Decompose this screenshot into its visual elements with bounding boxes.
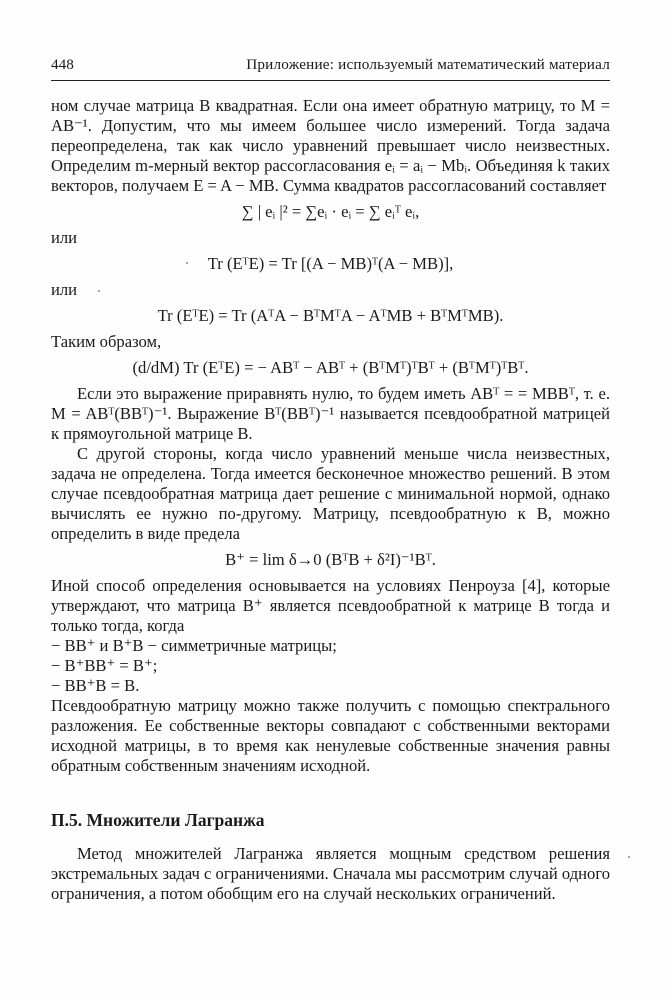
paragraph-6: Метод множителей Лагранжа является мощным средством решения экстремальных задач с ограничениями. Сначала мы рассмотрим случай одного ограничения, а потом обобщим его на случай нескольких ограничений. xyxy=(51,844,611,903)
paragraph-1: ном случае матрица B квадратная. Если она имеет обратную матрицу, то M = AB⁻¹. Допустим, что мы имеем большее число измерений. Тогда задача переопределена, так как число уравнений превышает число неизвестных. Определим m-мерный вектор рассогласования eᵢ = aᵢ − Mbᵢ. Объединяя k таких векторов, получаем E = A − MB. Сумма квадратов рассогласований составляет xyxy=(51,96,610,195)
equation-pseudoinverse-limit: B⁺ = lim δ→0 (BᵀB + δ²I)⁻¹Bᵀ. xyxy=(225,550,436,569)
list-item: − BB⁺ и B⁺B − симметричные матрицы; xyxy=(51,636,337,655)
header-rule xyxy=(51,80,610,81)
paragraph-5: Псевдообратную матрицу можно также получить с помощью спектрального разложения. Ее собственные векторы совпадают с собственными векторами исходной матрицы, в то время как ненулевые собственные значения равны обратным собственным значениям исходной. xyxy=(51,696,610,775)
or-word-2: или xyxy=(51,280,78,299)
equation-trace-2: Tr (EᵀE) = Tr (AᵀA − BᵀMᵀA − AᵀMB + BᵀMᵀMB). xyxy=(157,306,504,325)
section-heading: П.5. Множители Лагранжа xyxy=(51,810,265,830)
thus-line: Таким образом, xyxy=(51,332,162,351)
scan-speck xyxy=(186,262,188,264)
scan-speck xyxy=(98,290,100,292)
paragraph-4: Иной способ определения основывается на условиях Пенроуза [4], которые утверждают, что матрица B⁺ является псевдообратной к матрице B тогда и только тогда, когда xyxy=(51,576,610,635)
scan-speck xyxy=(628,856,630,858)
equation-trace-1: Tr (EᵀE) = Tr [(A − MB)ᵀ(A − MB)], xyxy=(207,254,454,273)
paragraph-3: С другой стороны, когда число уравнений меньше числа неизвестных, задача не определена. Тогда имеется бесконечное множество решений. В этом случае псевдообратная матрица дает решение с минимальной нормой, однако вычислять ее нужно по-другому. Матрицу, псевдообратную к B, можно определить в виде предела xyxy=(51,444,610,543)
running-title: Приложение: используемый математический материал xyxy=(246,56,610,73)
page-header xyxy=(51,55,610,79)
list-item: − BB⁺B = B. xyxy=(51,676,140,695)
page-body xyxy=(51,96,610,904)
or-word-1: или xyxy=(51,228,78,247)
page-number: 448 xyxy=(51,56,74,73)
equation-derivative: (d/dM) Tr (EᵀE) = − ABᵀ − ABᵀ + (BᵀMᵀ)ᵀBᵀ + (BᵀMᵀ)ᵀBᵀ. xyxy=(132,358,529,377)
equation-sum-squares: ∑ | eᵢ |² = ∑eᵢ · eᵢ = ∑ eᵢᵀ eᵢ, xyxy=(241,202,420,221)
paragraph-2: Если это выражение приравнять нулю, то будем иметь ABᵀ = = MBBᵀ, т. е. M = ABᵀ(BBᵀ)⁻¹. Выражение Bᵀ(BBᵀ)⁻¹ называется псевдообратной матрицей к прямоугольной матрице B. xyxy=(51,384,610,443)
list-item: − B⁺BB⁺ = B⁺; xyxy=(51,656,158,675)
